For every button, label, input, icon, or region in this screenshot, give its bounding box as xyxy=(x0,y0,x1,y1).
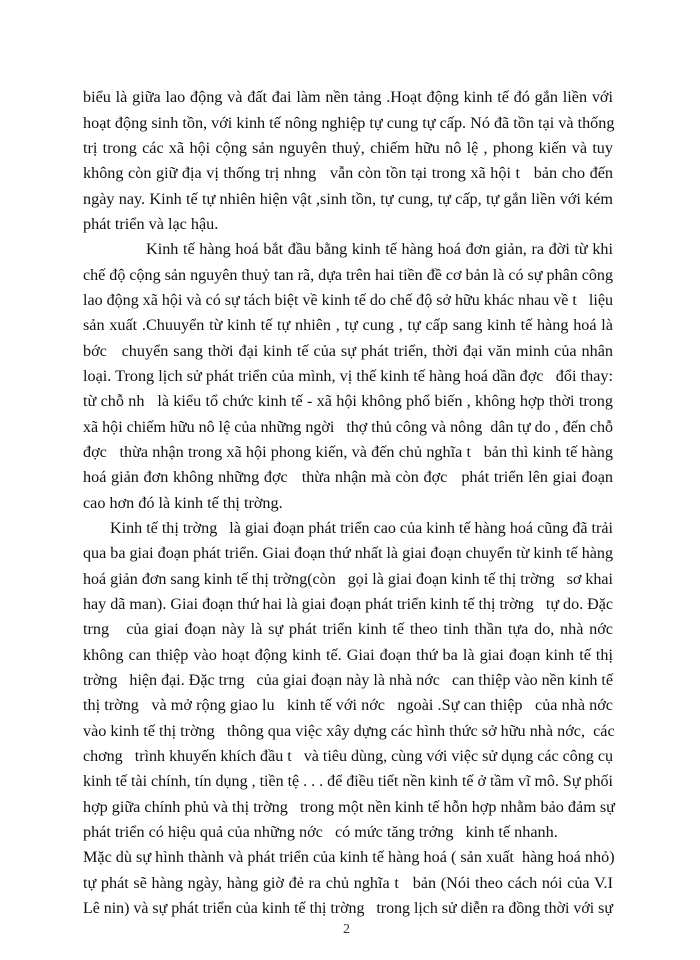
text-line: bớc chuyển sang thời đại kinh tế của sự phát triển, thời đại văn minh của nhân xyxy=(83,342,613,360)
text-line: loại. Trong lịch sử phát triển của mình, vị thế kinh tế hàng hoá dần đợc đổi thay: xyxy=(83,367,613,385)
text-line: thị trờng và mở rộng giao lu kinh tế với nớc ngoài .Sự can thiệp của nhà nớc xyxy=(83,696,613,714)
text-line: kinh tế tài chính, tín dụng , tiền tệ . . . để điều tiết nền kinh tế ở tầm vĩ mô. Sự phối xyxy=(83,772,613,790)
text-line: biểu là giữa lao động và đất đai làm nền tảng .Hoạt động kinh tế đó gắn liền với xyxy=(83,88,613,106)
text-line: phát triển và lạc hậu. xyxy=(83,215,219,233)
text-line: sản xuất .Chuuyển từ kinh tế tự nhiên , tự cung , tự cấp sang kinh tế hàng hoá là xyxy=(83,316,613,334)
text-line: Mặc dù sự hình thành và phát triển của kinh tế hàng hoá ( sản xuất hàng hoá nhỏ) xyxy=(83,848,615,866)
text-line: vào kinh tế thị trờng thông qua việc xây dựng các hình thức sở hữu nhà nớc, các xyxy=(83,722,615,740)
text-line: chơng trình khuyến khích đầu t và tiêu dùng, cùng với việc sử dụng các công cụ xyxy=(83,747,613,765)
text-line: Kinh tế hàng hoá bắt đầu bằng kinh tế hàng hoá đơn giản, ra đời từ khi xyxy=(146,240,613,258)
text-line: chế độ cộng sản nguyên thuỷ tan rã, dựa trên hai tiền đề cơ bản là có sự phân công xyxy=(83,266,613,284)
text-line: hoạt động sinh tồn, với kinh tế nông nghiệp tự cung tự cấp. Nó đã tồn tại và thống xyxy=(83,114,615,132)
text-line: Kinh tế thị trờng là giai đoạn phát triển cao của kinh tế hàng hoá cũng đã trải xyxy=(110,519,613,537)
text-line: không còn giữ địa vị thống trị nhng vẫn còn tồn tại trong xã hội t bản cho đến xyxy=(83,164,613,182)
text-line: không can thiệp vào hoạt động kinh tế. Giai đoạn thứ ba là giai đoạn kinh tế thị xyxy=(83,646,613,664)
text-line: trng của giai đoạn này là sự phát triển kinh tế theo tinh thần tựa do, nhà nớc xyxy=(83,620,613,638)
text-line: hợp giữa chính phủ và thị trờng trong một nền kinh tế hỗn hợp nhằm bảo đảm sự xyxy=(83,798,615,816)
text-line: hoá giản đơn không những đợc thừa nhận mà còn đợc phát triển lên giai đoạn xyxy=(83,468,613,486)
text-line: hoá giản đơn sang kinh tế thị trờng(còn gọi là giai đoạn kinh tế thị trờng sơ khai xyxy=(83,570,613,588)
text-line: ngày nay. Kinh tế tự nhiên hiện vật ,sinh tồn, tự cung, tự cấp, tự gắn liền với kém xyxy=(83,190,613,208)
text-line: lao động xã hội và có sự tách biệt về kinh tế do chế độ sở hữu khác nhau về t liệu xyxy=(83,291,613,309)
text-line: hay dã man). Giai đoạn thứ hai là giai đoạn phát triển kinh tế thị trờng tự do. Đặc xyxy=(83,595,613,613)
text-line: từ chỗ nh là kiểu tổ chức kinh tế - xã hội không phổ biến , không hợp thời trong xyxy=(83,392,613,410)
text-line: trờng hiện đại. Đặc trng của giai đoạn này là nhà nớc can thiệp vào nền kinh tế xyxy=(83,671,613,689)
text-line: cao hơn đó là kinh tế thị trờng. xyxy=(83,494,283,512)
text-line: phát triển có hiệu quả của những nớc có mức tăng trởng kinh tế nhanh. xyxy=(83,823,558,841)
text-line: đợc thừa nhận trong xã hội phong kiến, và đến chủ nghĩa t bản thì kinh tế hàng xyxy=(83,443,613,461)
page-number: 2 xyxy=(343,922,350,937)
text-line: Lê nin) và sự phát triển của kinh tế thị trờng trong lịch sử diễn ra đồng thời với sự xyxy=(83,899,613,917)
text-line: trị trong các xã hội cộng sản nguyên thuỷ, chiếm hữu nô lệ , phong kiến và tuy xyxy=(83,139,613,157)
text-line: qua ba giai đoạn phát triển. Giai đoạn thứ nhất là giai đoạn chuyển từ kinh tế hàng xyxy=(83,544,613,562)
text-line: xã hội chiếm hữu nô lệ của những ngời thợ thủ công và nông dân tự do , đến chỗ xyxy=(83,418,613,436)
text-line: tự phát sẽ hàng ngày, hàng giờ đẻ ra chủ nghĩa t bản (Nói theo cách nói của V.I xyxy=(83,874,613,892)
